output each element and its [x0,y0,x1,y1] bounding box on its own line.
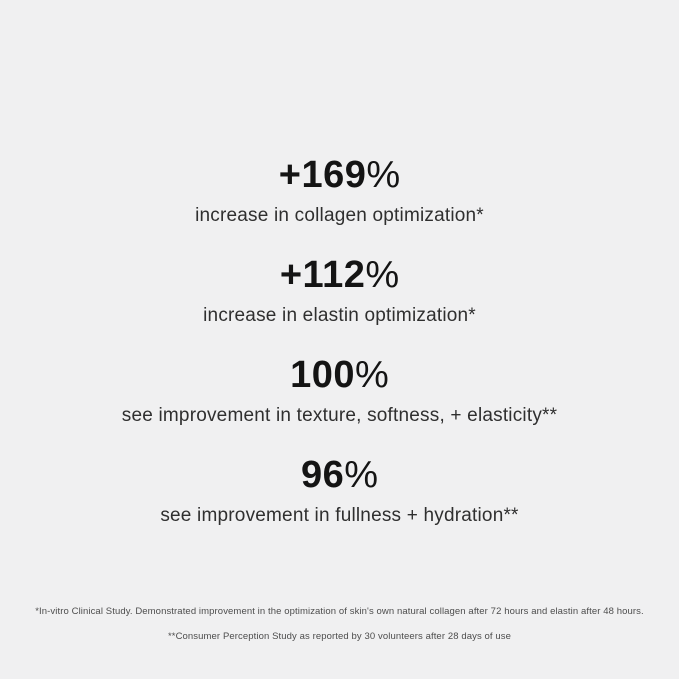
stat-value [0,453,679,496]
percent-sign: % [344,453,379,496]
footnote-consumer-study: **Consumer Perception Study as reported by 30 volunteers after 28 days of use [167,631,512,643]
stat-number: 100 [290,353,356,396]
stat-number: +112 [279,253,366,296]
stats-list [0,156,679,555]
stat-number: +169 [278,154,367,196]
stat-block-fullness [0,453,679,527]
footnotes [0,606,679,657]
stat-value [0,353,679,396]
stat-label: increase in collagen optimization* [195,205,484,226]
stat-block-collagen [0,156,679,227]
stat-block-elastin [0,253,679,327]
stat-value [0,156,679,194]
stat-number: 96 [300,453,345,496]
stat-block-texture [0,353,679,427]
percent-sign: % [365,253,400,296]
stat-label: see improvement in texture, softness, + elasticity** [121,404,558,426]
percent-sign: % [366,154,401,196]
footnote-clinical-study: *In-vitro Clinical Study. Demonstrated improvement in the optimization of skin's own natural collagen after 72 hours and elastin after 48 hours. [35,606,644,617]
stat-label: increase in elastin optimization* [203,304,476,326]
stat-label: see improvement in fullness + hydration** [160,504,519,526]
stat-value [0,253,679,296]
percent-sign: % [355,353,389,396]
